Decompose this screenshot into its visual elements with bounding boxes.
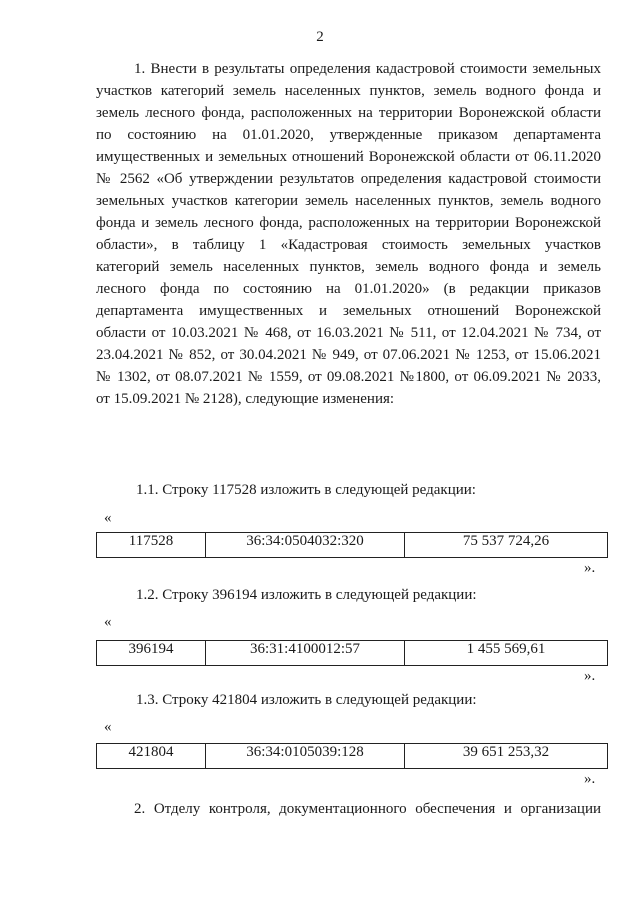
- paragraph-line: области», в таблицу 1 «Кадастровая стоимость земельных участков: [96, 237, 601, 253]
- table-row: [97, 641, 608, 666]
- paragraph-line: земельных участков категории земель населенных пунктов, земель водного: [96, 193, 601, 209]
- close-quote: ».: [584, 560, 596, 576]
- cadastral-table-row-117528: [96, 532, 608, 558]
- open-quote: «: [104, 510, 112, 526]
- page-number: 2: [316, 29, 324, 45]
- cadastral-number-cell: 36:31:4100012:57: [206, 641, 405, 666]
- item-1-2-label: 1.2. Строку 396194 изложить в следующей редакции:: [136, 587, 477, 603]
- paragraph-line: имущественных и земельных отношений Воронежской области от 06.11.2020: [96, 149, 601, 165]
- paragraph-line: от 15.09.2021 № 2128), следующие изменения:: [96, 391, 395, 407]
- item-1-1-label: 1.1. Строку 117528 изложить в следующей редакции:: [136, 482, 476, 498]
- paragraph-line: 23.04.2021 № 852, от 30.04.2021 № 949, от 07.06.2021 № 1253, от 15.06.2021: [96, 347, 601, 363]
- row-number-cell: 396194: [97, 641, 206, 666]
- cadastral-value-cell: 39 651 253,32: [405, 744, 608, 769]
- paragraph-line: участков категорий земель населенных пунктов, земель водного фонда и: [96, 83, 601, 99]
- cadastral-value-cell: 1 455 569,61: [405, 641, 608, 666]
- paragraph-line: № 2562 «Об утверждении результатов определения кадастровой стоимости: [96, 171, 601, 187]
- table-row: [97, 533, 608, 558]
- paragraph-line: фонда и земель лесного фонда, расположенных на территории Воронежской: [96, 215, 601, 231]
- paragraph-line: категорий земель населенных пунктов, земель водного фонда и земель: [96, 259, 601, 275]
- row-number-cell: 421804: [97, 744, 206, 769]
- open-quote: «: [104, 719, 112, 735]
- paragraph-line: № 1302, от 08.07.2021 № 1559, от 09.08.2021 №1800, от 06.09.2021 № 2033,: [96, 369, 601, 385]
- row-number-cell: 117528: [97, 533, 206, 558]
- paragraph-line: по состоянию на 01.01.2020, утвержденные приказом департамента: [96, 127, 601, 143]
- open-quote: «: [104, 614, 112, 630]
- cadastral-number-cell: 36:34:0504032:320: [206, 533, 405, 558]
- paragraph-line: области от 10.03.2021 № 468, от 16.03.2021 № 511, от 12.04.2021 № 734, от: [96, 325, 601, 341]
- cadastral-number-cell: 36:34:0105039:128: [206, 744, 405, 769]
- close-quote: ».: [584, 771, 596, 787]
- item-1-3-label: 1.3. Строку 421804 изложить в следующей редакции:: [136, 692, 477, 708]
- paragraph-1: [96, 58, 601, 410]
- paragraph-2: [96, 798, 601, 820]
- close-quote: ».: [584, 668, 596, 684]
- cadastral-table-row-421804: [96, 743, 608, 769]
- paragraph-line: департамента имущественных и земельных отношений Воронежской: [96, 303, 601, 319]
- paragraph-line: 2. Отделу контроля, документационного обеспечения и организации: [134, 801, 601, 817]
- cadastral-value-cell: 75 537 724,26: [405, 533, 608, 558]
- paragraph-line: 1. Внести в результаты определения кадастровой стоимости земельных: [134, 61, 601, 77]
- paragraph-line: земель лесного фонда, расположенных на территории Воронежской области: [96, 105, 601, 121]
- paragraph-line: лесного фонда по состоянию на 01.01.2020» (в редакции приказов: [96, 281, 601, 297]
- cadastral-table-row-396194: [96, 640, 608, 666]
- table-row: [97, 744, 608, 769]
